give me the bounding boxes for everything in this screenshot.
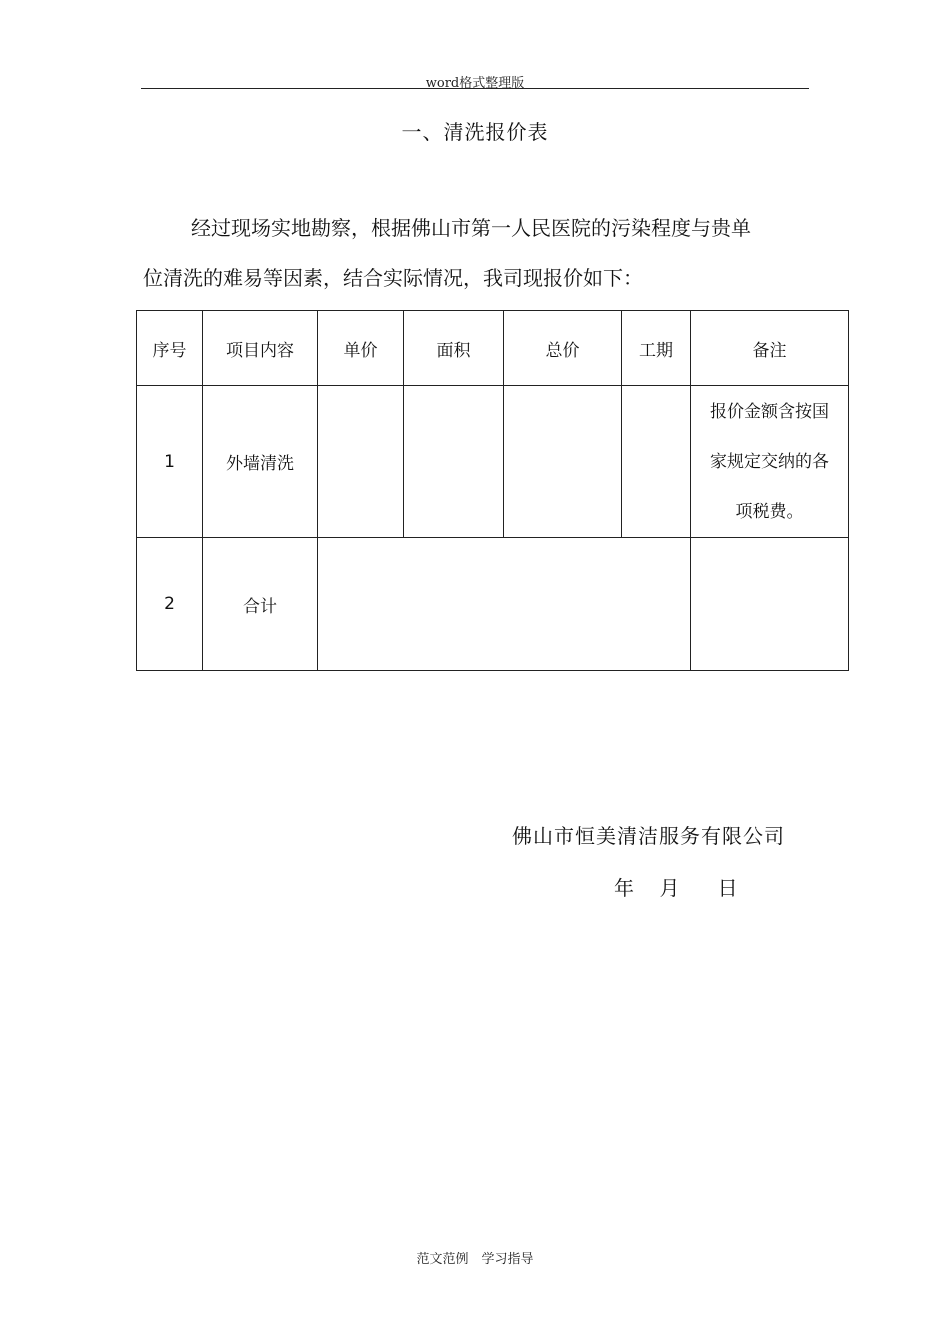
intro-line-2: 位清洗的难易等因素，结合实际情况，我司现报价如下：	[143, 266, 643, 290]
cell-period	[622, 386, 691, 538]
company-signature: 佛山市恒美清洁服务有限公司	[512, 824, 785, 848]
header-cell-period: 工期	[622, 311, 691, 386]
header-cell-no: 序号	[137, 311, 203, 386]
remark-line-2: 家规定交纳的各	[710, 451, 829, 472]
cell-unit-price	[318, 386, 404, 538]
header-cell-remark: 备注	[691, 311, 849, 386]
page-header-text: word格式整理版	[425, 76, 525, 91]
cell-no: 2	[137, 538, 203, 671]
header-cell-total: 总价	[504, 311, 622, 386]
quote-table	[136, 310, 849, 671]
table-row-total	[137, 538, 849, 671]
header-rule	[141, 88, 809, 89]
cell-no: 1	[137, 386, 203, 538]
remark-line-1: 报价金额含按国	[710, 401, 829, 422]
header-cell-item: 项目内容	[203, 311, 318, 386]
intro-paragraph	[143, 203, 815, 303]
header-cell-area: 面积	[404, 311, 504, 386]
cell-area	[404, 386, 504, 538]
date-year: 年	[614, 876, 634, 900]
cell-remark	[691, 538, 849, 671]
table-header-row	[137, 311, 849, 386]
cell-total-amount	[318, 538, 691, 671]
remark-line-3: 项税费。	[735, 501, 804, 522]
cell-item: 合计	[203, 538, 318, 671]
date-day: 日	[717, 876, 738, 900]
cell-item: 外墙清洗	[203, 386, 318, 538]
header-cell-unit-price: 单价	[318, 311, 404, 386]
page-footer-text: 范文范例 学习指导	[416, 1252, 534, 1267]
cell-remark	[691, 386, 849, 538]
intro-line-1: 经过现场实地勘察，根据佛山市第一人民医院的污染程度与贵单	[191, 216, 751, 240]
date-month: 月	[659, 876, 680, 900]
cell-total	[504, 386, 622, 538]
document-title: 一、清洗报价表	[401, 120, 549, 144]
table-row	[137, 386, 849, 538]
signature-date	[614, 872, 738, 901]
